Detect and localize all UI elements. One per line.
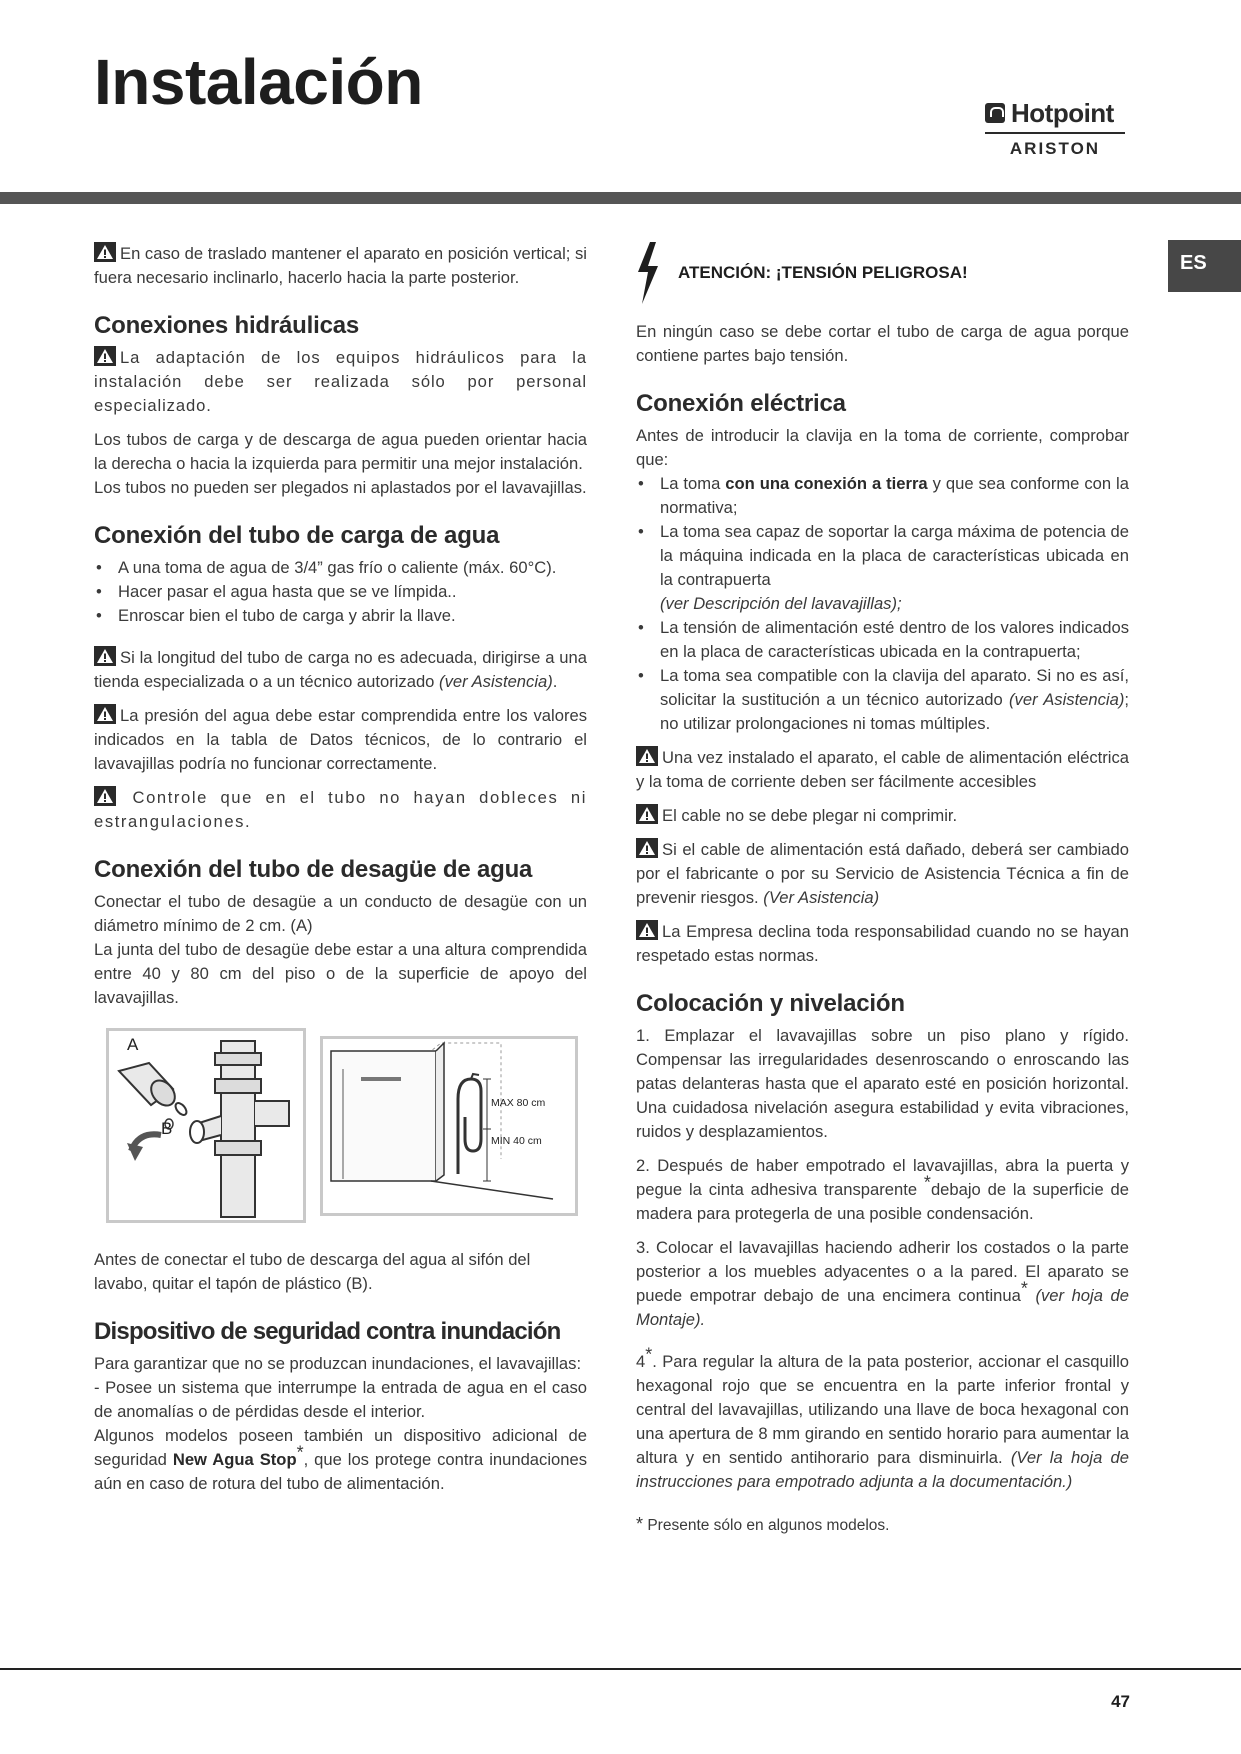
warning-icon xyxy=(636,746,658,766)
assembly-reference: (ver hoja de Montaje). xyxy=(636,1286,1129,1329)
inlet-list xyxy=(94,556,587,628)
new-agua-stop: New Agua Stop xyxy=(172,1450,297,1469)
inlet-warning-pressure-text: La presión del agua debe estar comprendida entre los valores indicados en la tabla de Datos técnicos, de lo contrario el lavavajillas podría no funcionar correctamente. xyxy=(94,706,587,773)
assistance-reference: (Ver Asistencia) xyxy=(763,888,880,907)
electrical-warning-liability-text: La Empresa declina toda responsabilidad cuando no se hayan respetado estas normas. xyxy=(636,922,1129,965)
right-column xyxy=(636,242,1129,1548)
header-rule xyxy=(0,192,1241,204)
placement-paragraph-1: 1. Emplazar el lavavajillas sobre un piso plano y rígido. Compensar las irregularidades desenroscando o enroscando las patas delanteras hasta que el aparato esté en posición horizontal. Una cuidadosa nivelación asegura estabilidad y evita vibraciones, ruidos y desplazamientos. xyxy=(636,1026,1129,1141)
flood-p3-start: Algunos modelos poseen también un dispositivo adicional de seguridad xyxy=(94,1426,587,1469)
drain-paragraph-2: La junta del tubo de desagüe debe estar a una altura comprendida entre 40 y 80 cm del piso o de la superficie de apoyo del lavavajillas. xyxy=(94,940,587,1007)
electrical-warning-damaged xyxy=(636,838,1129,910)
max-height-label: MAX 80 cm xyxy=(491,1097,546,1109)
warning-icon xyxy=(94,786,116,806)
electrical-warning-liability xyxy=(636,920,1129,968)
list-item xyxy=(636,520,1129,616)
inlet-warning-length-text: Si la longitud del tubo de carga no es adecuada, dirigirse a una tienda especializada o a un técnico autorizado xyxy=(94,648,587,691)
brand-logo xyxy=(985,98,1130,166)
list-item: • A una toma de agua de 3/4” gas frío o caliente (máx. 60°C). xyxy=(94,556,587,580)
placement-paragraph-3 xyxy=(636,1236,1129,1332)
logo-divider xyxy=(985,132,1125,134)
heading-electrical: Conexión eléctrica xyxy=(636,390,846,417)
inlet-warning-kinks xyxy=(94,786,587,834)
footnote-text: Presente sólo en algunos modelos. xyxy=(647,1517,890,1534)
inlet-warning-pressure xyxy=(94,704,587,776)
hydraulic-paragraph-1: Los tubos de carga y de descarga de agua pueden orientar hacia la derecha o hacia la izquierda para permitir una mejor instalación. xyxy=(94,430,587,473)
height-diagram xyxy=(320,1036,578,1216)
language-tab: ES xyxy=(1168,240,1241,292)
page-title: Instalación xyxy=(94,46,423,118)
logo-sub-brand: ARISTON xyxy=(1009,139,1101,158)
siphon-diagram xyxy=(106,1028,306,1223)
description-reference: (ver Descripción del lavavajillas); xyxy=(660,594,902,613)
asterisk: * xyxy=(296,1442,304,1463)
list-item: • La tensión de alimentación esté dentro de los valores indicados en la placa de características ubicada en la contrapuerta; xyxy=(636,616,1129,664)
list-item xyxy=(636,472,1129,520)
asterisk: * xyxy=(923,1172,931,1193)
electrical-warning-access-text: Una vez instalado el aparato, el cable de alimentación eléctrica y la toma de corriente deben ser fácilmente accesibles xyxy=(636,748,1129,791)
flood-paragraph-1: Para garantizar que no se produzcan inundaciones, el lavavajillas: xyxy=(94,1354,582,1373)
warning-icon xyxy=(94,646,116,666)
electrical-warning-access xyxy=(636,746,1129,794)
pl-p2-end: debajo de la superficie de madera para protegerla de una posible condensación. xyxy=(636,1180,1129,1223)
pl-p2-start: 2. Después de haber empotrado el lavavajillas, abra la puerta y pegue la cinta adhesiva transparente xyxy=(636,1156,1129,1199)
lightning-bolt-icon xyxy=(636,242,660,304)
el-item1-end: y que sea conforme con la normativa; xyxy=(660,474,1129,517)
danger-paragraph: En ningún caso se debe cortar el tubo de carga de agua porque contiene partes bajo tensión. xyxy=(636,322,1129,365)
left-column xyxy=(94,242,587,1506)
siphon-illustration xyxy=(109,1031,303,1220)
electrical-warning-damaged-text: Si el cable de alimentación está dañado, deberá ser cambiado por el fabricante o por su Servicio de Asistencia Técnica a fin de prevenir riesgos. xyxy=(636,840,1129,907)
inlet-warning-kinks-text: Controle que en el tubo no hayan dobleces ni estrangulaciones. xyxy=(94,788,587,831)
placement-paragraph-2 xyxy=(636,1154,1129,1226)
warning-icon xyxy=(636,838,658,858)
heading-drain: Conexión del tubo de desagüe de agua xyxy=(94,856,533,883)
hydraulic-warning xyxy=(94,346,587,418)
flood-paragraph-2: - Posee un sistema que interrumpe la entrada de agua en el caso de anomalías o de pérdidas desde el interior. xyxy=(94,1378,587,1421)
flood-paragraph-3 xyxy=(94,1424,587,1496)
pl-p4-text: . Para regular la altura de la pata posterior, accionar el casquillo hexagonal rojo que se encuentra en la parte inferior frontal y central del lavavajillas, utilizando una llave de boca hexagonal con una apertura de 8 mm girando en sentido horario para aumentar la altura y en sentido antihorario para disminuirla. xyxy=(636,1352,1129,1467)
relocation-note xyxy=(94,242,587,290)
danger-heading xyxy=(636,242,1129,304)
hydraulic-warning-text: La adaptación de los equipos hidráulicos para la instalación debe ser realizada sólo por personal especializado. xyxy=(94,348,587,415)
earth-connection: con una conexión a tierra xyxy=(725,474,928,493)
list-item: • Hacer pasar el agua hasta que se ve límpida.. xyxy=(94,580,587,604)
figure-label-a: A xyxy=(127,1035,139,1054)
danger-heading-text: ATENCIÓN: ¡TENSIÓN PELIGROSA! xyxy=(678,263,968,282)
footer-rule xyxy=(0,1668,1241,1670)
warning-icon xyxy=(636,804,658,824)
heading-hydraulic: Conexiones hidráulicas xyxy=(94,312,360,339)
electrical-list xyxy=(636,472,1129,736)
warning-icon xyxy=(94,242,116,262)
flood-p3-end: , que los protege contra inundaciones aún en caso de rotura del tubo de alimentación. xyxy=(94,1450,587,1493)
electrical-intro: Antes de introducir la clavija en la toma de corriente, comprobar que: xyxy=(636,426,1129,469)
dishwasher-height-illustration xyxy=(323,1039,575,1213)
electrical-warning-bend-text: El cable no se debe plegar ni comprimir. xyxy=(662,806,958,825)
heading-flood-protection: Dispositivo de seguridad contra inundación xyxy=(94,1318,561,1345)
drain-paragraph-3: Antes de conectar el tubo de descarga del agua al sifón del lavabo, quitar el tapón de plástico (B). xyxy=(94,1250,531,1293)
asterisk: * xyxy=(645,1344,653,1365)
pl-p3-text: 3. Colocar el lavavajillas haciendo adherir los costados o la parte posterior a los muebles adyacentes o a la pared. El aparato se puede empotrar debajo de una encimera continua xyxy=(636,1238,1129,1305)
hotpoint-mark-icon xyxy=(985,103,1005,123)
assistance-reference: (ver Asistencia) xyxy=(1009,690,1125,709)
page-number: 47 xyxy=(1111,1692,1130,1711)
el-item4-start: La toma sea compatible con la clavija del aparato. Si no es así, solicitar la sustitución a un técnico autorizado xyxy=(660,666,1129,709)
min-height-label: MIN 40 cm xyxy=(491,1135,542,1147)
el-item2-text: La toma sea capaz de soportar la carga máxima de potencia de la máquina indicada en la placa de características ubicada en la contrapuerta xyxy=(660,522,1129,589)
list-item: • Enroscar bien el tubo de carga y abrir la llave. xyxy=(94,604,587,628)
electrical-warning-bend xyxy=(636,804,1129,828)
el-item4-end: ; no utilizar prolongaciones ni tomas múltiples. xyxy=(660,690,1129,733)
footnote xyxy=(636,1512,1129,1538)
asterisk: * xyxy=(1020,1278,1028,1299)
warning-icon xyxy=(636,920,658,940)
drain-figure xyxy=(94,1028,587,1228)
warning-icon xyxy=(94,704,116,724)
drain-paragraph-1: Conectar el tubo de desagüe a un conducto de desagüe con un diámetro mínimo de 2 cm. (A) xyxy=(94,892,587,935)
el-item1-start: La toma xyxy=(660,474,721,493)
list-item xyxy=(636,664,1129,736)
asterisk: * xyxy=(636,1514,644,1534)
pl-p4-number: 4 xyxy=(636,1352,646,1371)
inlet-warning-length: Si la longitud del tubo de carga no es adecuada, dirigirse a una tienda especializada o a un técnico autorizado (ver Asistencia). xyxy=(94,648,587,691)
assistance-reference: (ver Asistencia) xyxy=(439,672,553,691)
warning-icon xyxy=(94,346,116,366)
instructions-reference: (Ver la hoja de instrucciones para empotrado adjunta a la documentación.) xyxy=(636,1448,1129,1491)
figure-label-b: B xyxy=(161,1119,173,1138)
logo-brand xyxy=(985,98,1130,128)
hydraulic-paragraph-2: Los tubos no pueden ser plegados ni aplastados por el lavavajillas. xyxy=(94,478,587,497)
placement-paragraph-4 xyxy=(636,1344,1129,1494)
logo-brand-text: Hotpoint xyxy=(1011,98,1114,128)
heading-placement: Colocación y nivelación xyxy=(636,990,905,1017)
relocation-text: En caso de traslado mantener el aparato en posición vertical; si fuera necesario inclinarlo, hacerlo hacia la parte posterior. xyxy=(94,244,587,287)
heading-inlet: Conexión del tubo de carga de agua xyxy=(94,522,500,549)
